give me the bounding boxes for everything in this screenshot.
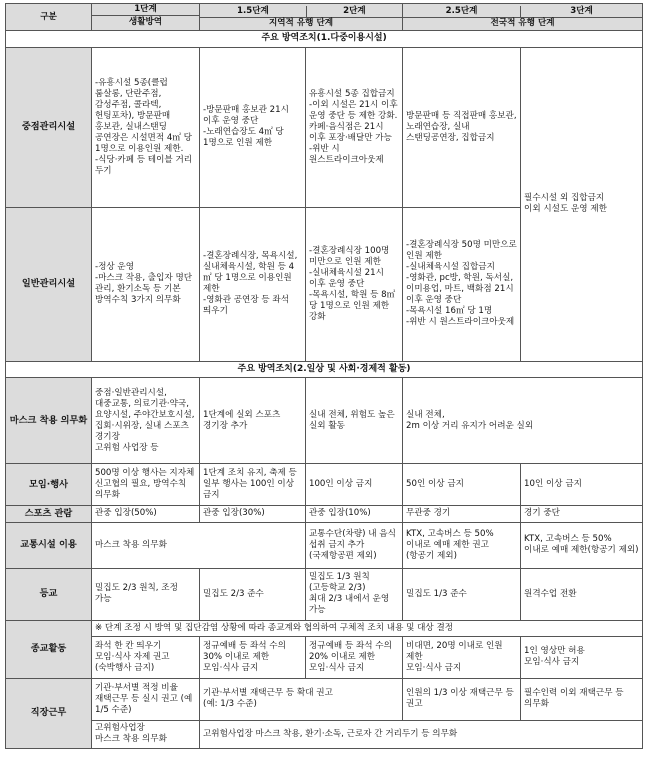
table-row [6, 378, 643, 464]
row-category: 교통시설 이용 [6, 522, 92, 568]
cell-level-3: KTX, 고속버스 등 50% 이내로 예매 제한(항공기 제외) [521, 522, 643, 568]
row-category: 스포츠 관람 [6, 506, 92, 523]
table-row [6, 506, 643, 523]
section2-title: 주요 방역조치(2.일상 및 사회·경제적 활동) [6, 361, 643, 378]
cell-level-1: 밀집도 2/3 원칙, 조정 가능 [92, 568, 200, 620]
level-label: 1.5단계 [200, 6, 307, 17]
row-category: 모임·행사 [6, 464, 92, 506]
table-row [6, 47, 643, 207]
row-category: 일반관리시설 [6, 207, 92, 361]
section2-band [6, 361, 643, 378]
cell-level-1: -정상 운영 -마스크 작용, 출입자 명단 관리, 환기소독 등 기본 방역수칙 3가지 의무화 [92, 207, 200, 361]
table-row [6, 522, 643, 568]
religion-note: ※ 단계 조정 시 방역 및 집단감염 상황에 따라 종교계와 협의하여 구체적 조치 내용 및 대상 결정 [92, 620, 643, 636]
cell-level-25: 50인 이상 금지 [403, 464, 521, 506]
cell-level-1: 관중 입장(50%) [92, 506, 200, 523]
cell-level-1-sub: 고위험사업장 마스크 착용 의무화 [92, 720, 200, 748]
table-row [6, 464, 643, 506]
cell-level-25: 밀집도 1/3 준수 [403, 568, 521, 620]
level-label: 2단계 [343, 5, 366, 16]
cell-level-25: -결혼장례식장 50명 미만으로 인원 제한 -실내체육시설 집합금지 -영화관, pc방, 학원, 독서실, 이미용업, 마트, 백화점 21시 이후 운영 중단 -목욕시설 16㎡ 당 1명 -위반 시 원스트라이크아웃제 [403, 207, 521, 361]
cell-level-15-3-sub: 고위험사업장 마스크 착용, 환기·소독, 근로자 간 거리두기 등 의무화 [200, 720, 643, 748]
level-label: 1단계 [92, 4, 200, 16]
header-level-25-3 [403, 4, 643, 31]
table-row [6, 720, 643, 748]
cell-level-15: -결혼장례식장, 목욕시설, 실내체육시설, 학원 등 4㎡ 당 1명으로 이용인원 제한 -영화관 공연장 등 좌석 띄우기 [200, 207, 306, 361]
phase-label: 전국적 유행 단계 [490, 17, 555, 28]
section1-band [6, 31, 643, 48]
cell-level-2: 교통수단(차량) 내 음식 섭취 금지 추가(국제항공편 제외) [306, 522, 403, 568]
level-label: 3단계 [570, 5, 593, 16]
cell-level-2: 밀집도 1/3 원칙 (고등학교 2/3) 최대 2/3 내에서 운영 가능 [306, 568, 403, 620]
phase-label: 생활방역 [128, 17, 163, 27]
cell-level-15: -방문판매 홍보관 21시 이후 운영 중단 -노래연습장도 4㎡ 당 1명으로 인원 제한 [200, 47, 306, 207]
cell-level-15: 정규예배 등 좌석 수의 30% 이내로 제한 모임·식사 금지 [200, 636, 306, 678]
table-row [6, 636, 643, 678]
cell-level-1: 기관·부서별 적정 비율 재택근무 등 실시 권고 (예 1/5 수준) [92, 678, 200, 720]
cell-level-15-2: 기관·부서별 재택근무 등 확대 권고 (예: 1/3 수준) [200, 678, 403, 720]
cell-level-3: 원격수업 전환 [521, 568, 643, 620]
row-category: 마스크 착용 의무화 [6, 378, 92, 464]
table-row [6, 620, 643, 636]
cell-level-1: -유흥시설 5종(클럽 룸살롱, 단란주점, 감성주점, 콜라텍, 헌팅포차), 방문판매 홍보관, 실내스탠딩 공연장은 시설면적 4㎡ 당 1명으로 이용인원 제한. -식당·카페 등 테이블 거리 두기 [92, 47, 200, 207]
cell-level-2: 정규예배 등 좌석 수의 20% 이내로 제한 모임·식사 금지 [306, 636, 403, 678]
cell-level-3: 1인 영상만 허용 모임·식사 금지 [521, 636, 643, 678]
cell-level-3: 필수시설 외 집합금지 이외 시설도 운영 제한 [521, 47, 643, 361]
cell-level-25-3: 실내 전체, 2m 이상 거리 유지가 어려운 실외 [403, 378, 643, 464]
table-row [6, 678, 643, 720]
header-row [6, 4, 643, 31]
header-level-15-2 [200, 4, 403, 31]
cell-level-2: 실내 전체, 위험도 높은 실외 활동 [306, 378, 403, 464]
cell-level-15: 1단계 조치 유지, 축제 등 일부 행사는 100인 이상 금지 [200, 464, 306, 506]
cell-level-3: 10인 이상 금지 [521, 464, 643, 506]
phase-label: 지역적 유행 단계 [268, 17, 334, 28]
cell-level-2: -결혼장례식장 100명 미만으로 인원 제한 -실내체육시설 21시 이후 운영 중단 -목욕시설, 학원 등 8㎡ 당 1명으로 인원 제한 강화 [306, 207, 403, 361]
row-category: 종교활동 [6, 620, 92, 678]
header-gubun: 구분 [6, 4, 92, 31]
cell-level-2: 관중 입장(10%) [306, 506, 403, 523]
cell-level-2: 100인 이상 금지 [306, 464, 403, 506]
row-category: 등교 [6, 568, 92, 620]
distancing-table [5, 3, 643, 749]
cell-level-25: KTX, 고속버스 등 50% 이내로 예매 제한 권고(항공기 제외) [403, 522, 521, 568]
cell-level-15: 밀집도 2/3 준수 [200, 568, 306, 620]
cell-level-25: 비대면, 20명 이내로 인원 제한 모임·식사 금지 [403, 636, 521, 678]
cell-level-3: 경기 중단 [521, 506, 643, 523]
cell-level-15: 1단계에 실외 스포츠 경기장 추가 [200, 378, 306, 464]
row-category: 중점관리시설 [6, 47, 92, 207]
cell-level-1: 좌석 한 칸 띄우기 모임·식사 자제 권고(숙박행사 금지) [92, 636, 200, 678]
cell-level-1: 500명 이상 행사는 지자체 신고협의 필요, 방역수칙 의무화 [92, 464, 200, 506]
cell-level-1-15: 마스크 착용 의무화 [92, 522, 306, 568]
cell-level-25: 무관중 경기 [403, 506, 521, 523]
cell-level-2: 유흥시설 5종 집합금지 -이외 시설은 21시 이후 운영 중단 등 제한 강화. 카페·음식점은 21시 이후 포장·배달만 가능 -위반 시 원스트라이크아웃제 [306, 47, 403, 207]
table-row [6, 568, 643, 620]
cell-level-15: 관중 입장(30%) [200, 506, 306, 523]
row-category: 직장근무 [6, 678, 92, 748]
level-label: 2.5단계 [403, 6, 521, 17]
header-level-1 [92, 4, 200, 31]
cell-level-1: 중점·일반관리시설, 대중교통, 의료기관·약국, 요양시설, 주야간보호시설, 집회·시위장, 실내 스포츠 경기장 고위험 사업장 등 [92, 378, 200, 464]
cell-level-3: 필수인력 이외 재택근무 등 의무화 [521, 678, 643, 720]
cell-level-25: 인원의 1/3 이상 재택근무 등 권고 [403, 678, 521, 720]
cell-level-25: 방문판매 등 직접판매 홍보관, 노래연습장, 실내 스탠딩공연장, 집합금지 [403, 47, 521, 207]
section1-title: 주요 방역조치(1.다중이용시설) [6, 31, 643, 48]
